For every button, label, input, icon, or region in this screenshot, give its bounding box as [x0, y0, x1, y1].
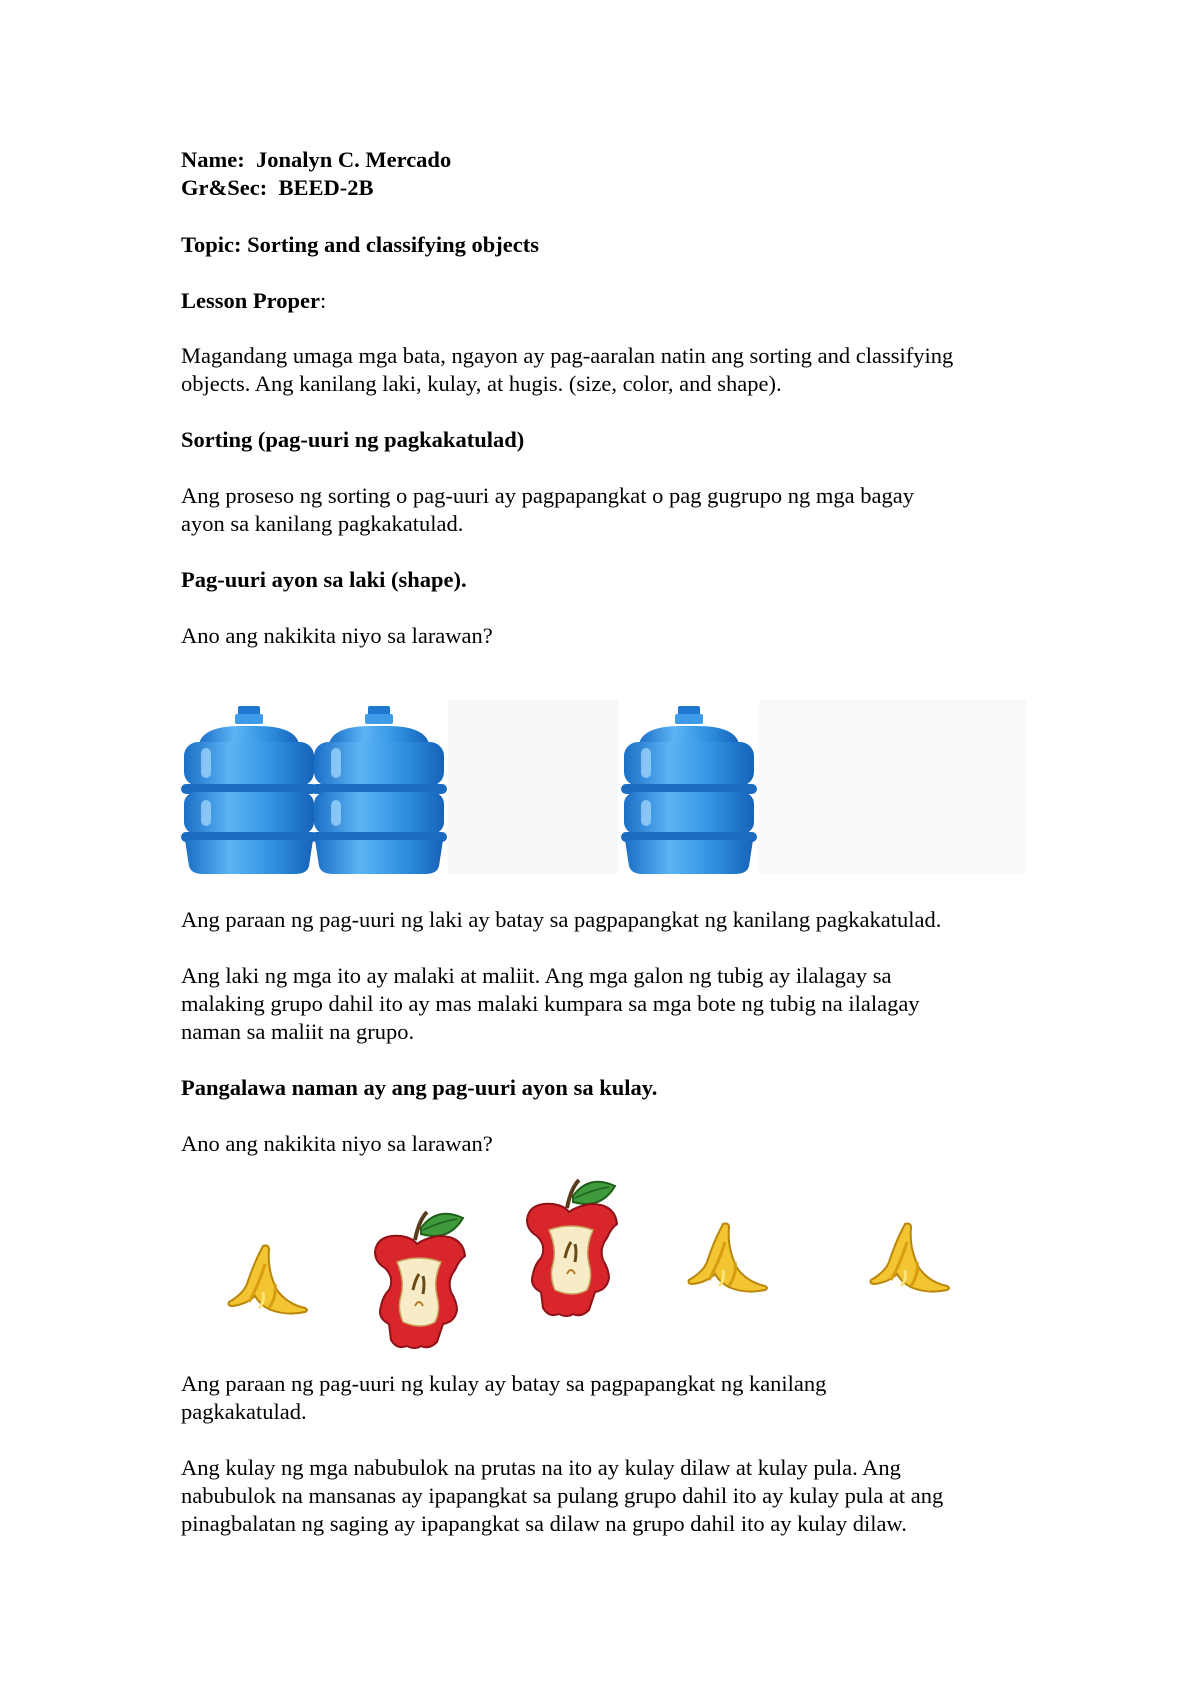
fruit-waste-figure — [181, 1170, 1026, 1350]
section-label: Gr&Sec: — [181, 175, 268, 200]
lesson-label: Lesson Proper — [181, 288, 320, 313]
intro-line-2: objects. Ang kanilang laki, kulay, at hugis. (size, color, and shape). — [181, 371, 782, 396]
water-gallon-icon — [181, 706, 317, 874]
banana-peel-icon — [229, 1246, 308, 1314]
intro-line-1: Magandang umaga mga bata, ngayon ay pag-aaralan natin ang sorting and classifying — [181, 343, 954, 368]
water-containers-figure — [181, 700, 1026, 874]
banana-peel-icon — [871, 1224, 950, 1292]
apple-core-icon — [375, 1212, 465, 1348]
fruit-waste-svg — [181, 1170, 1026, 1350]
sorting-heading: Sorting (pag-uuri ng pagkakatulad) — [181, 427, 525, 452]
size-heading: Pag-uuri ayon sa laki (shape). — [181, 567, 467, 592]
water-gallon-icon — [621, 706, 757, 874]
sorting-line-1: Ang proseso ng sorting o pag-uuri ay pagpapangkat o pag gugrupo ng mga bagay — [181, 483, 914, 508]
lesson-colon: : — [319, 288, 327, 313]
size-para-2-line-2: malaking grupo dahil ito ay mas malaki kumpara sa mga bote ng tubig na ilalagay — [181, 991, 920, 1016]
lesson-line — [181, 287, 326, 314]
section-line — [181, 174, 374, 201]
color-para-1-line-1: Ang paraan ng pag-uuri ng kulay ay batay sa pagpapangkat ng kanilang — [181, 1371, 827, 1396]
color-heading: Pangalawa naman ay ang pag-uuri ayon sa kulay. — [181, 1075, 658, 1100]
size-para-2-line-1: Ang laki ng mga ito ay malaki at maliit. Ang mga galon ng tubig ay ilalagay sa — [181, 963, 892, 988]
sorting-line-2: ayon sa kanilang pagkakatulad. — [181, 511, 464, 536]
water-gallon-icon — [311, 706, 447, 874]
topic-label: Topic: — [181, 232, 242, 257]
color-para-1-line-2: pagkakatulad. — [181, 1399, 307, 1424]
banana-peel-icon — [689, 1224, 768, 1292]
name-value: Jonalyn C. Mercado — [255, 147, 452, 172]
color-para-2-line-1: Ang kulay ng mga nabubulok na prutas na ito ay kulay dilaw at kulay pula. Ang — [181, 1455, 901, 1480]
size-question: Ano ang nakikita niyo sa larawan? — [181, 623, 493, 648]
color-para-2-line-2: nabubulok na mansanas ay ipapangkat sa pulang grupo dahil ito ay kulay pula at ang — [181, 1483, 944, 1508]
topic-value: Sorting and classifying objects — [247, 232, 539, 257]
apple-core-icon — [527, 1180, 617, 1316]
color-question: Ano ang nakikita niyo sa larawan? — [181, 1131, 493, 1156]
color-para-2-line-3: pinagbalatan ng saging ay ipapangkat sa dilaw na grupo dahil ito ay kulay dilaw. — [181, 1511, 907, 1536]
section-value: BEED-2B — [278, 175, 374, 200]
name-label: Name: — [181, 147, 245, 172]
size-para-1: Ang paraan ng pag-uuri ng laki ay batay sa pagpapangkat ng kanilang pagkakatulad. — [181, 907, 942, 932]
size-para-2-line-3: naman sa maliit na grupo. — [181, 1019, 415, 1044]
topic-line — [181, 231, 539, 258]
name-line — [181, 146, 451, 173]
